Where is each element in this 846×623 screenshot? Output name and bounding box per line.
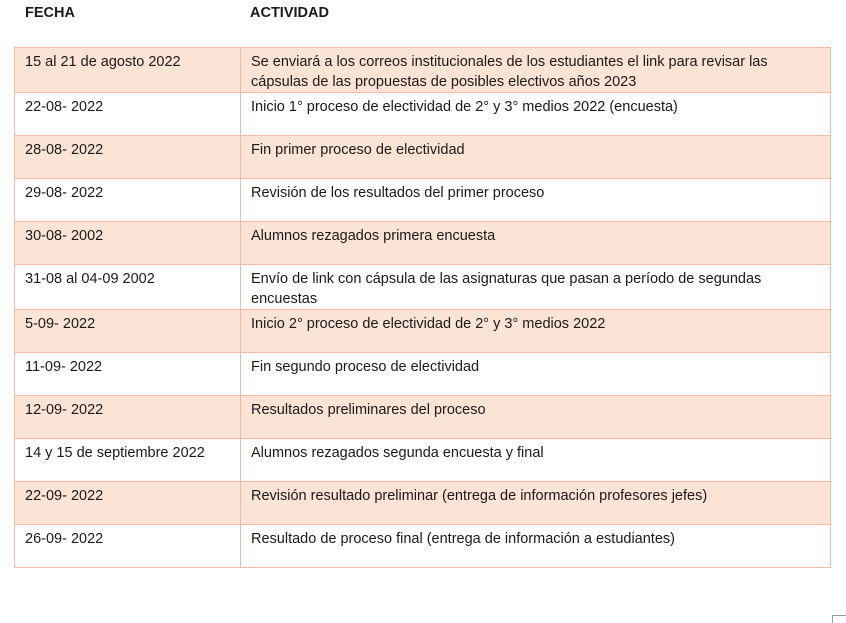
table-row [15, 310, 831, 353]
page-corner-marker [832, 615, 846, 623]
date-cell: 31-08 al 04-09 2002 [15, 265, 241, 310]
activity-cell: Envío de link con cápsula de las asignaturas que pasan a período de segundas encuestas [241, 265, 831, 310]
date-cell: 5-09- 2022 [15, 310, 241, 353]
header-fecha: FECHA [25, 5, 75, 21]
column-headers [0, 4, 846, 24]
table-row [15, 222, 831, 265]
activity-cell: Resultados preliminares del proceso [241, 396, 831, 439]
activity-cell: Resultado de proceso final (entrega de información a estudiantes) [241, 525, 831, 568]
activity-cell: Fin segundo proceso de electividad [241, 353, 831, 396]
table-row [15, 48, 831, 93]
date-cell: 22-09- 2022 [15, 482, 241, 525]
date-cell: 29-08- 2022 [15, 179, 241, 222]
date-cell: 12-09- 2022 [15, 396, 241, 439]
schedule-table [14, 47, 831, 568]
date-cell: 22-08- 2022 [15, 93, 241, 136]
activity-cell: Alumnos rezagados segunda encuesta y final [241, 439, 831, 482]
activity-cell: Se enviará a los correos institucionales de los estudiantes el link para revisar las cápsulas de las propuestas de posibles electivos años 2023 [241, 48, 831, 93]
table-row [15, 136, 831, 179]
date-cell: 28-08- 2022 [15, 136, 241, 179]
activity-cell: Revisión resultado preliminar (entrega de información profesores jefes) [241, 482, 831, 525]
table-row [15, 396, 831, 439]
activity-cell: Revisión de los resultados del primer proceso [241, 179, 831, 222]
header-actividad: ACTIVIDAD [250, 5, 329, 21]
table-row [15, 525, 831, 568]
table-row [15, 439, 831, 482]
table-row [15, 265, 831, 310]
table-row [15, 179, 831, 222]
activity-cell: Alumnos rezagados primera encuesta [241, 222, 831, 265]
date-cell: 15 al 21 de agosto 2022 [15, 48, 241, 93]
date-cell: 30-08- 2002 [15, 222, 241, 265]
activity-cell: Inicio 1° proceso de electividad de 2° y 3° medios 2022 (encuesta) [241, 93, 831, 136]
table-row [15, 353, 831, 396]
activity-cell: Fin primer proceso de electividad [241, 136, 831, 179]
date-cell: 11-09- 2022 [15, 353, 241, 396]
table-row [15, 482, 831, 525]
table-row [15, 93, 831, 136]
date-cell: 14 y 15 de septiembre 2022 [15, 439, 241, 482]
date-cell: 26-09- 2022 [15, 525, 241, 568]
activity-cell: Inicio 2° proceso de electividad de 2° y 3° medios 2022 [241, 310, 831, 353]
